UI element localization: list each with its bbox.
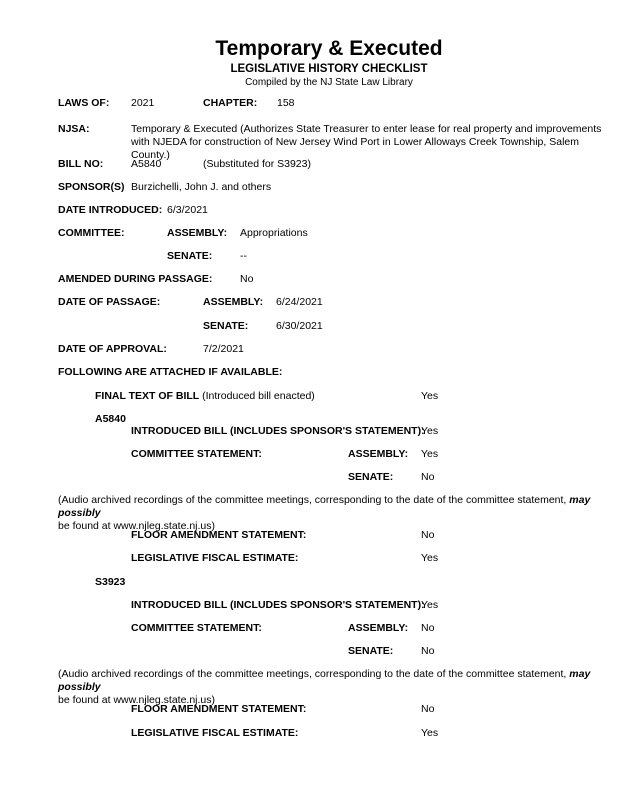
sponsors-label: SPONSOR(S)	[58, 181, 125, 193]
approval-label: DATE OF APPROVAL:	[58, 343, 167, 355]
chapter-value: 158	[277, 97, 295, 109]
chapter-label: CHAPTER:	[203, 97, 258, 109]
committee-label: COMMITTEE:	[58, 227, 125, 239]
committee-statement-assembly-label: ASSEMBLY:	[348, 622, 409, 634]
fiscal-estimate-value: Yes	[421, 727, 439, 739]
approval-value: 7/2/2021	[203, 343, 244, 355]
committee-senate-label: SENATE:	[167, 250, 213, 262]
introduced-bill-value: Yes	[421, 425, 439, 437]
njsa-value: Temporary & Executed (Authorizes State Treasurer to enter lease for real property and improvements with NJEDA for construction of New Jersey Wind Port in Lower Alloways Creek Township, Salem County.)	[131, 123, 602, 161]
committee-senate-value: --	[240, 250, 247, 262]
fiscal-estimate-label: LEGISLATIVE FISCAL ESTIMATE:	[131, 552, 299, 564]
bill-heading: S3923	[95, 576, 126, 588]
passage-label: DATE OF PASSAGE:	[58, 296, 161, 308]
committee-statement-label: COMMITTEE STATEMENT:	[131, 448, 262, 460]
page-title: Temporary & Executed	[215, 37, 443, 60]
committee-statement-label: COMMITTEE STATEMENT:	[131, 622, 262, 634]
introduced-bill-value: Yes	[421, 599, 439, 611]
committee-statement-assembly-value: Yes	[421, 448, 439, 460]
audio-note: (Audio archived recordings of the committee meetings, corresponding to the date of the committee statement, may possibly be found at www.njleg.state.nj.us)	[58, 494, 591, 532]
bill-no-label: BILL NO:	[58, 158, 104, 170]
introduced-bill-label: INTRODUCED BILL (INCLUDES SPONSOR'S STATEMENT):	[131, 425, 425, 437]
floor-amendment-value: No	[421, 529, 435, 541]
committee-statement-senate-label: SENATE:	[348, 471, 394, 483]
floor-amendment-value: No	[421, 703, 435, 715]
compiled-by: Compiled by the NJ State Law Library	[245, 77, 413, 88]
sponsors-value: Burzichelli, John J. and others	[131, 181, 272, 193]
floor-amendment-label: FLOOR AMENDMENT STATEMENT:	[131, 529, 307, 541]
passage-senate-value: 6/30/2021	[276, 320, 323, 332]
bill-no-value: A5840	[131, 158, 162, 170]
laws-of-label: LAWS OF:	[58, 97, 110, 109]
floor-amendment-label: FLOOR AMENDMENT STATEMENT:	[131, 703, 307, 715]
passage-assembly-value: 6/24/2021	[276, 296, 323, 308]
page-subtitle: LEGISLATIVE HISTORY CHECKLIST	[230, 63, 428, 75]
passage-assembly-label: ASSEMBLY:	[203, 296, 264, 308]
amended-value: No	[240, 273, 254, 285]
passage-senate-label: SENATE:	[203, 320, 249, 332]
date-introduced-value: 6/3/2021	[167, 204, 208, 216]
bill-no-substituted: (Substituted for S3923)	[203, 158, 311, 170]
audio-note-emphasis: may possibly	[58, 668, 591, 693]
amended-label: AMENDED DURING PASSAGE:	[58, 273, 213, 285]
final-text-note: (Introduced bill enacted)	[202, 390, 315, 402]
committee-statement-senate-label: SENATE:	[348, 645, 394, 657]
fiscal-estimate-value: Yes	[421, 552, 439, 564]
audio-note-emphasis: may possibly	[58, 494, 591, 519]
committee-statement-assembly-value: No	[421, 622, 435, 634]
committee-assembly-label: ASSEMBLY:	[167, 227, 228, 239]
audio-note: (Audio archived recordings of the committee meetings, corresponding to the date of the committee statement, may possibly be found at www.njleg.state.nj.us)	[58, 668, 591, 706]
date-introduced-label: DATE INTRODUCED:	[58, 204, 163, 216]
final-text-label: FINAL TEXT OF BILL	[95, 390, 200, 402]
njsa-label: NJSA:	[58, 123, 90, 135]
final-text-row	[95, 390, 315, 403]
bill-heading: A5840	[95, 413, 126, 425]
fiscal-estimate-label: LEGISLATIVE FISCAL ESTIMATE:	[131, 727, 299, 739]
final-text-value: Yes	[421, 390, 439, 402]
laws-of-value: 2021	[131, 97, 155, 109]
introduced-bill-label: INTRODUCED BILL (INCLUDES SPONSOR'S STATEMENT):	[131, 599, 425, 611]
attachments-heading: FOLLOWING ARE ATTACHED IF AVAILABLE:	[58, 366, 283, 378]
committee-assembly-value: Appropriations	[240, 227, 308, 239]
committee-statement-senate-value: No	[421, 471, 435, 483]
committee-statement-senate-value: No	[421, 645, 435, 657]
committee-statement-assembly-label: ASSEMBLY:	[348, 448, 409, 460]
